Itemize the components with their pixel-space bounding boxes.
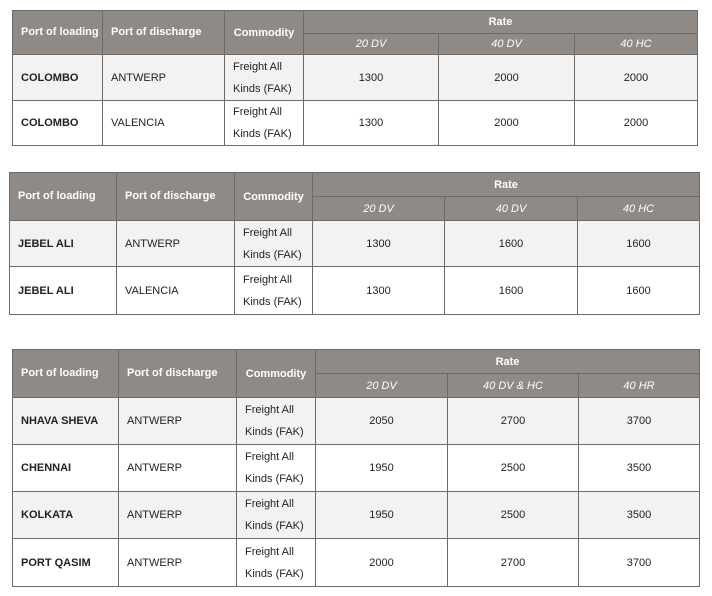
header-rate-col-3: 40 HC <box>578 197 700 221</box>
commodity-line-1: Freight All <box>245 498 294 510</box>
rate-cell: 2500 <box>448 492 579 539</box>
table-row <box>13 398 700 445</box>
commodity-cell <box>235 221 313 267</box>
commodity-line-2: Kinds (FAK) <box>245 520 304 532</box>
header-rate-col-2: 40 DV <box>439 34 575 55</box>
commodity-cell <box>225 55 304 101</box>
commodity-cell <box>237 398 316 445</box>
header-port-of-loading: Port of loading <box>10 173 117 221</box>
rate-cell: 2000 <box>575 55 698 101</box>
commodity-cell <box>237 445 316 492</box>
port-of-loading-cell: JEBEL ALI <box>10 221 117 267</box>
port-of-loading-cell: PORT QASIM <box>13 539 119 587</box>
rate-cell: 2000 <box>439 101 575 146</box>
rate-cell: 3700 <box>579 398 700 445</box>
port-of-loading-cell: CHENNAI <box>13 445 119 492</box>
commodity-line-2: Kinds (FAK) <box>233 128 292 140</box>
rate-cell: 2700 <box>448 398 579 445</box>
port-of-discharge-cell: VALENCIA <box>117 267 235 315</box>
rate-cell: 1950 <box>316 445 448 492</box>
port-of-discharge-cell: ANTWERP <box>119 539 237 587</box>
table-row <box>13 539 700 587</box>
rate-table-3 <box>12 349 700 587</box>
rate-table-1 <box>12 10 698 146</box>
port-of-discharge-cell: VALENCIA <box>103 101 225 146</box>
commodity-cell <box>235 267 313 315</box>
rate-cell: 1600 <box>578 267 700 315</box>
header-rate-col-1: 20 DV <box>313 197 445 221</box>
commodity-line-2: Kinds (FAK) <box>243 248 302 261</box>
header-rate-col-3: 40 HC <box>575 34 698 55</box>
rate-cell: 1600 <box>445 267 578 315</box>
table-row <box>10 221 700 267</box>
port-of-loading-cell: NHAVA SHEVA <box>13 398 119 445</box>
commodity-line-2: Kinds (FAK) <box>243 295 302 308</box>
commodity-line-1: Freight All <box>245 545 294 558</box>
commodity-line-2: Kinds (FAK) <box>245 426 304 438</box>
header-commodity: Commodity <box>235 173 313 221</box>
rate-table-2 <box>9 172 700 315</box>
header-port-of-loading: Port of loading <box>13 11 103 55</box>
rate-cell: 2000 <box>316 539 448 587</box>
header-port-of-loading: Port of loading <box>13 350 119 398</box>
rate-cell: 2000 <box>439 55 575 101</box>
commodity-line-1: Freight All <box>243 226 292 239</box>
port-of-loading-cell: JEBEL ALI <box>10 267 117 315</box>
rate-cell: 3500 <box>579 445 700 492</box>
port-of-loading-cell: COLOMBO <box>13 101 103 146</box>
port-of-discharge-cell: ANTWERP <box>103 55 225 101</box>
header-commodity: Commodity <box>225 11 304 55</box>
header-rate-col-2: 40 DV <box>445 197 578 221</box>
table-row <box>13 55 698 101</box>
port-of-discharge-cell: ANTWERP <box>117 221 235 267</box>
header-port-of-discharge: Port of discharge <box>119 350 237 398</box>
header-port-of-discharge: Port of discharge <box>103 11 225 55</box>
rate-cell: 2700 <box>448 539 579 587</box>
table-row <box>13 492 700 539</box>
rate-cell: 3700 <box>579 539 700 587</box>
port-of-loading-cell: COLOMBO <box>13 55 103 101</box>
header-rate: Rate <box>316 350 700 374</box>
rate-cell: 1600 <box>445 221 578 267</box>
commodity-cell <box>237 539 316 587</box>
commodity-line-1: Freight All <box>245 451 294 463</box>
header-rate-col-3: 40 HR <box>579 374 700 398</box>
header-rate: Rate <box>313 173 700 197</box>
rate-cell: 3500 <box>579 492 700 539</box>
table-row <box>13 101 698 146</box>
commodity-cell <box>237 492 316 539</box>
header-commodity: Commodity <box>237 350 316 398</box>
header-rate-col-2: 40 DV & HC <box>448 374 579 398</box>
rate-cell: 1300 <box>304 55 439 101</box>
rate-cell: 2000 <box>575 101 698 146</box>
port-of-loading-cell: KOLKATA <box>13 492 119 539</box>
rate-cell: 2500 <box>448 445 579 492</box>
commodity-line-1: Freight All <box>233 106 282 118</box>
port-of-discharge-cell: ANTWERP <box>119 445 237 492</box>
commodity-cell <box>225 101 304 146</box>
rate-cell: 1300 <box>304 101 439 146</box>
port-of-discharge-cell: ANTWERP <box>119 492 237 539</box>
commodity-line-2: Kinds (FAK) <box>233 82 292 95</box>
rate-cell: 1300 <box>313 221 445 267</box>
header-port-of-discharge: Port of discharge <box>117 173 235 221</box>
rate-cell: 1600 <box>578 221 700 267</box>
header-rate-col-1: 20 DV <box>316 374 448 398</box>
table-row <box>13 445 700 492</box>
commodity-line-2: Kinds (FAK) <box>245 567 304 580</box>
table-row <box>10 267 700 315</box>
commodity-line-1: Freight All <box>243 273 292 286</box>
commodity-line-1: Freight All <box>245 404 294 416</box>
rate-cell: 1950 <box>316 492 448 539</box>
port-of-discharge-cell: ANTWERP <box>119 398 237 445</box>
commodity-line-2: Kinds (FAK) <box>245 473 304 485</box>
header-rate: Rate <box>304 11 698 34</box>
header-rate-col-1: 20 DV <box>304 34 439 55</box>
rate-cell: 1300 <box>313 267 445 315</box>
rate-cell: 2050 <box>316 398 448 445</box>
commodity-line-1: Freight All <box>233 60 282 73</box>
